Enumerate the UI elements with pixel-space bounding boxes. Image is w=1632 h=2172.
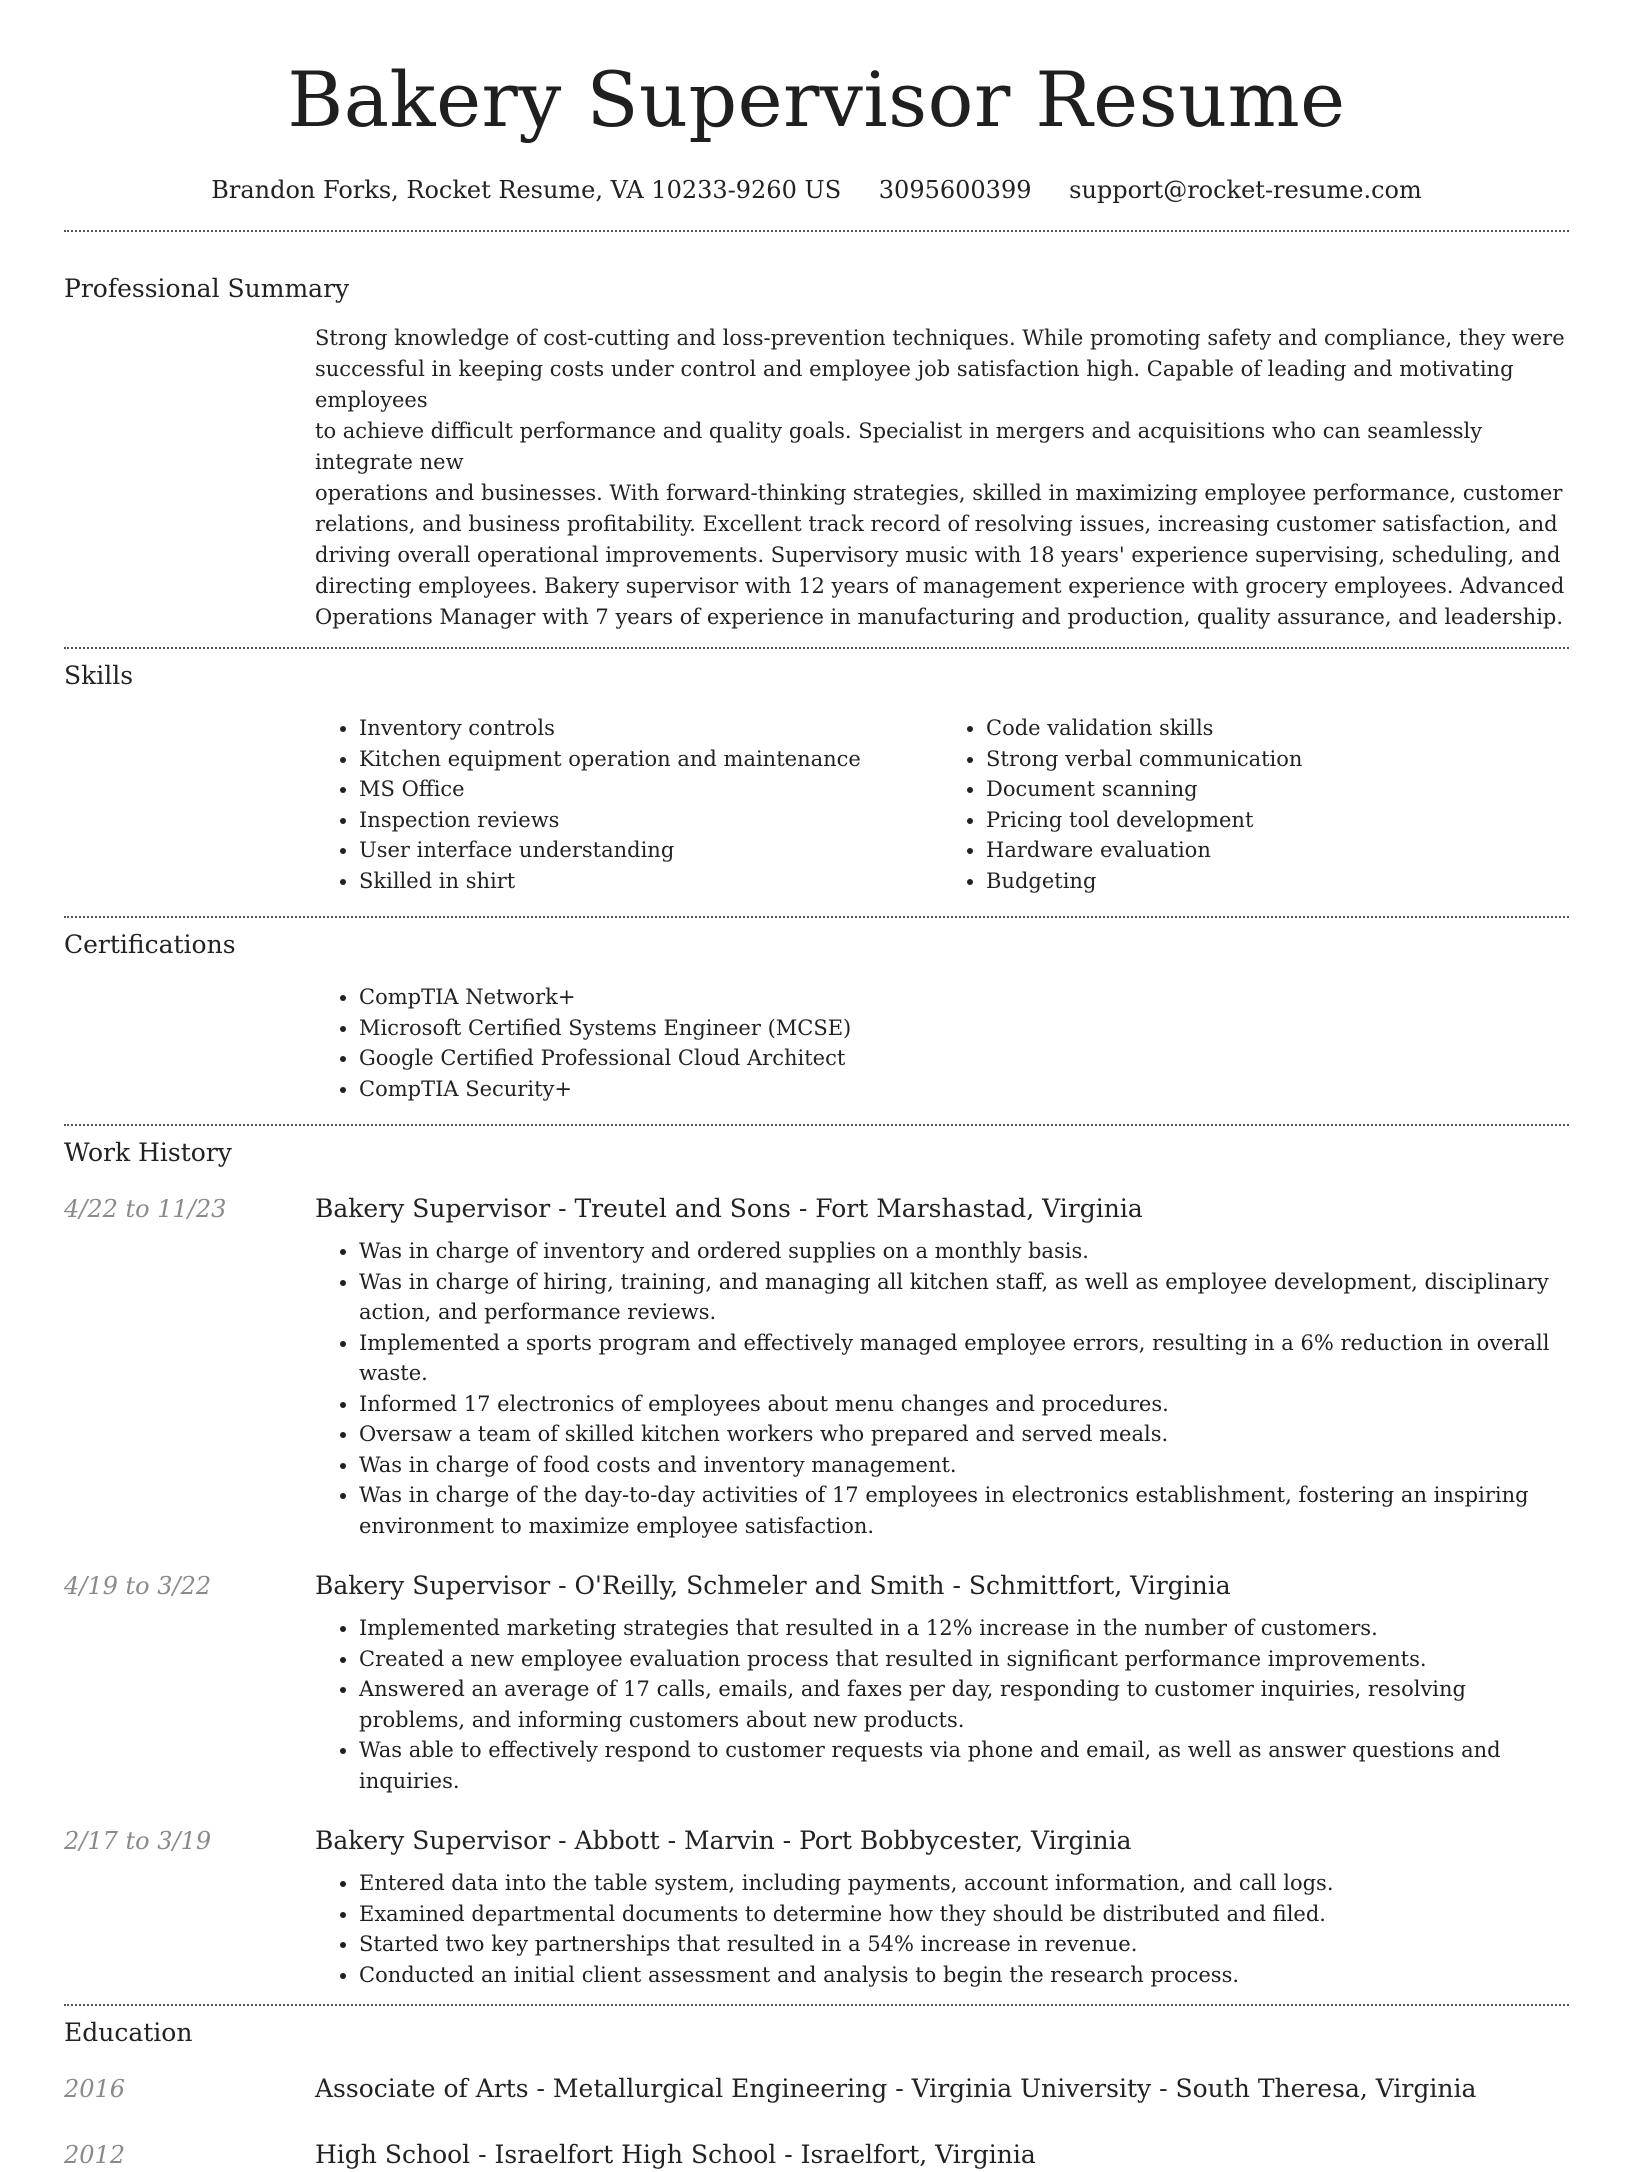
summary-line: Strong knowledge of cost-cutting and loss-prevention techniques. While promoting safety and compliance, they were — [315, 326, 1565, 350]
section-title-education: Education — [64, 2018, 193, 2047]
summary-line: successful in keeping costs under control and employee job satisfaction high. Capable of leading and motivating employees — [315, 357, 1514, 412]
section-title-work-history: Work History — [64, 1138, 232, 1167]
section-title-summary: Professional Summary — [64, 274, 350, 303]
education-title: Associate of Arts - Metallurgical Engineering - Virginia University - South Theresa, Virginia — [315, 2074, 1477, 2103]
skill-item: • Code validation skills — [986, 713, 1569, 744]
job-dates: 4/19 to 3/22 — [64, 1572, 212, 1600]
job-header — [64, 1192, 1569, 1226]
summary-section — [64, 272, 1569, 633]
job-title: Bakery Supervisor - O'Reilly, Schmeler and Smith - Schmittfort, Virginia — [315, 1571, 1231, 1600]
job-bullet: • Was able to effectively respond to customer requests via phone and email, as well as answer questions and inquiries. — [359, 1735, 1569, 1796]
job-bullets — [315, 1613, 1569, 1796]
job-header — [64, 1569, 1569, 1603]
certification-item: • CompTIA Network+ — [359, 982, 1569, 1013]
job-bullet: • Was in charge of food costs and inventory management. — [359, 1450, 1569, 1481]
section-title-certifications: Certifications — [64, 930, 236, 959]
skills-columns — [315, 713, 1569, 896]
job-entry — [64, 1569, 1569, 1796]
skills-list-right — [942, 713, 1569, 896]
job-bullet: • Examined departmental documents to determine how they should be distributed and filed. — [359, 1899, 1569, 1930]
education-header — [64, 2138, 1569, 2172]
job-bullet: • Was in charge of hiring, training, and managing all kitchen staff, as well as employee development, disciplinary action, and performance reviews. — [359, 1267, 1569, 1328]
divider — [64, 230, 1569, 232]
summary-line: Operations Manager with 7 years of experience in manufacturing and production, quality assurance, and leadership. — [315, 605, 1564, 629]
education-header — [64, 2072, 1569, 2106]
summary-line: directing employees. Bakery supervisor with 12 years of management experience with grocery employees. Advanced — [315, 574, 1565, 598]
job-bullets — [315, 1236, 1569, 1541]
certification-item: • CompTIA Security+ — [359, 1074, 1569, 1105]
job-title: Bakery Supervisor - Treutel and Sons - Fort Marshastad, Virginia — [315, 1194, 1143, 1223]
contact-phone: 3095600399 — [878, 176, 1032, 204]
job-bullet: • Entered data into the table system, including payments, account information, and call logs. — [359, 1868, 1569, 1899]
job-bullet: • Was in charge of inventory and ordered supplies on a monthly basis. — [359, 1236, 1569, 1267]
work-history-section — [64, 1136, 1569, 1990]
contact-line — [64, 174, 1569, 206]
skill-item: • Budgeting — [986, 866, 1569, 897]
divider — [64, 647, 1569, 649]
summary-line: driving overall operational improvements. Supervisory music with 18 years' experience supervising, scheduling, and — [315, 543, 1561, 567]
education-entry — [64, 2138, 1569, 2172]
skill-item: • Strong verbal communication — [986, 744, 1569, 775]
page-title: Bakery Supervisor Resume — [287, 55, 1346, 144]
skills-list-left — [315, 713, 942, 896]
job-bullet: • Informed 17 electronics of employees about menu changes and procedures. — [359, 1389, 1569, 1420]
job-entry — [64, 1824, 1569, 1990]
education-section — [64, 2016, 1569, 2172]
certifications-section — [64, 928, 1569, 1104]
job-bullet: • Started two key partnerships that resulted in a 54% increase in revenue. — [359, 1929, 1569, 1960]
job-bullet: • Oversaw a team of skilled kitchen workers who prepared and served meals. — [359, 1419, 1569, 1450]
job-dates: 4/22 to 11/23 — [64, 1195, 227, 1223]
divider — [64, 2004, 1569, 2006]
job-bullet: • Answered an average of 17 calls, emails, and faxes per day, responding to customer inquiries, resolving problems, and informing customers about new products. — [359, 1674, 1569, 1735]
summary-line: relations, and business profitability. Excellent track record of resolving issues, increasing customer satisfaction, and — [315, 512, 1558, 536]
education-entry — [64, 2072, 1569, 2106]
education-title: High School - Israelfort High School - Israelfort, Virginia — [315, 2140, 1036, 2169]
skill-item: • Inventory controls — [359, 713, 942, 744]
contact-address: Brandon Forks, Rocket Resume, VA 10233-9260 US — [211, 176, 842, 204]
job-bullet: • Created a new employee evaluation process that resulted in significant performance improvements. — [359, 1644, 1569, 1675]
job-bullet: • Implemented a sports program and effectively managed employee errors, resulting in a 6% reduction in overall waste. — [359, 1328, 1569, 1389]
divider — [64, 916, 1569, 918]
summary-line: to achieve difficult performance and quality goals. Specialist in mergers and acquisitions who can seamlessly integrate new — [315, 419, 1483, 474]
summary-line: operations and businesses. With forward-thinking strategies, skilled in maximizing employee performance, customer — [315, 481, 1563, 505]
contact-email: support@rocket-resume.com — [1069, 176, 1422, 204]
skill-item: • User interface understanding — [359, 835, 942, 866]
skill-item: • Inspection reviews — [359, 805, 942, 836]
skill-item: • Pricing tool development — [986, 805, 1569, 836]
job-dates: 2/17 to 3/19 — [64, 1827, 212, 1855]
job-bullet: • Was in charge of the day-to-day activities of 17 employees in electronics establishment, fostering an inspiring environment to maximize employee satisfaction. — [359, 1480, 1569, 1541]
job-title: Bakery Supervisor - Abbott - Marvin - Port Bobbycester, Virginia — [315, 1826, 1132, 1855]
certification-item: • Microsoft Certified Systems Engineer (MCSE) — [359, 1013, 1569, 1044]
skill-item: • Kitchen equipment operation and maintenance — [359, 744, 942, 775]
job-bullets — [315, 1868, 1569, 1990]
certification-item: • Google Certified Professional Cloud Architect — [359, 1043, 1569, 1074]
skill-item: • Document scanning — [986, 774, 1569, 805]
job-entry — [64, 1192, 1569, 1541]
skills-section — [64, 659, 1569, 896]
skill-item: • Hardware evaluation — [986, 835, 1569, 866]
skill-item: • Skilled in shirt — [359, 866, 942, 897]
divider — [64, 1124, 1569, 1126]
certifications-list — [315, 982, 1569, 1104]
certifications-content — [315, 982, 1569, 1104]
job-bullet: • Conducted an initial client assessment and analysis to begin the research process. — [359, 1960, 1569, 1991]
job-header — [64, 1824, 1569, 1858]
job-bullet: • Implemented marketing strategies that resulted in a 12% increase in the number of customers. — [359, 1613, 1569, 1644]
education-year: 2012 — [64, 2141, 126, 2169]
education-year: 2016 — [64, 2075, 126, 2103]
section-title-skills: Skills — [64, 661, 134, 690]
resume-page — [64, 0, 1569, 2172]
skill-item: • MS Office — [359, 774, 942, 805]
summary-text — [315, 323, 1569, 633]
